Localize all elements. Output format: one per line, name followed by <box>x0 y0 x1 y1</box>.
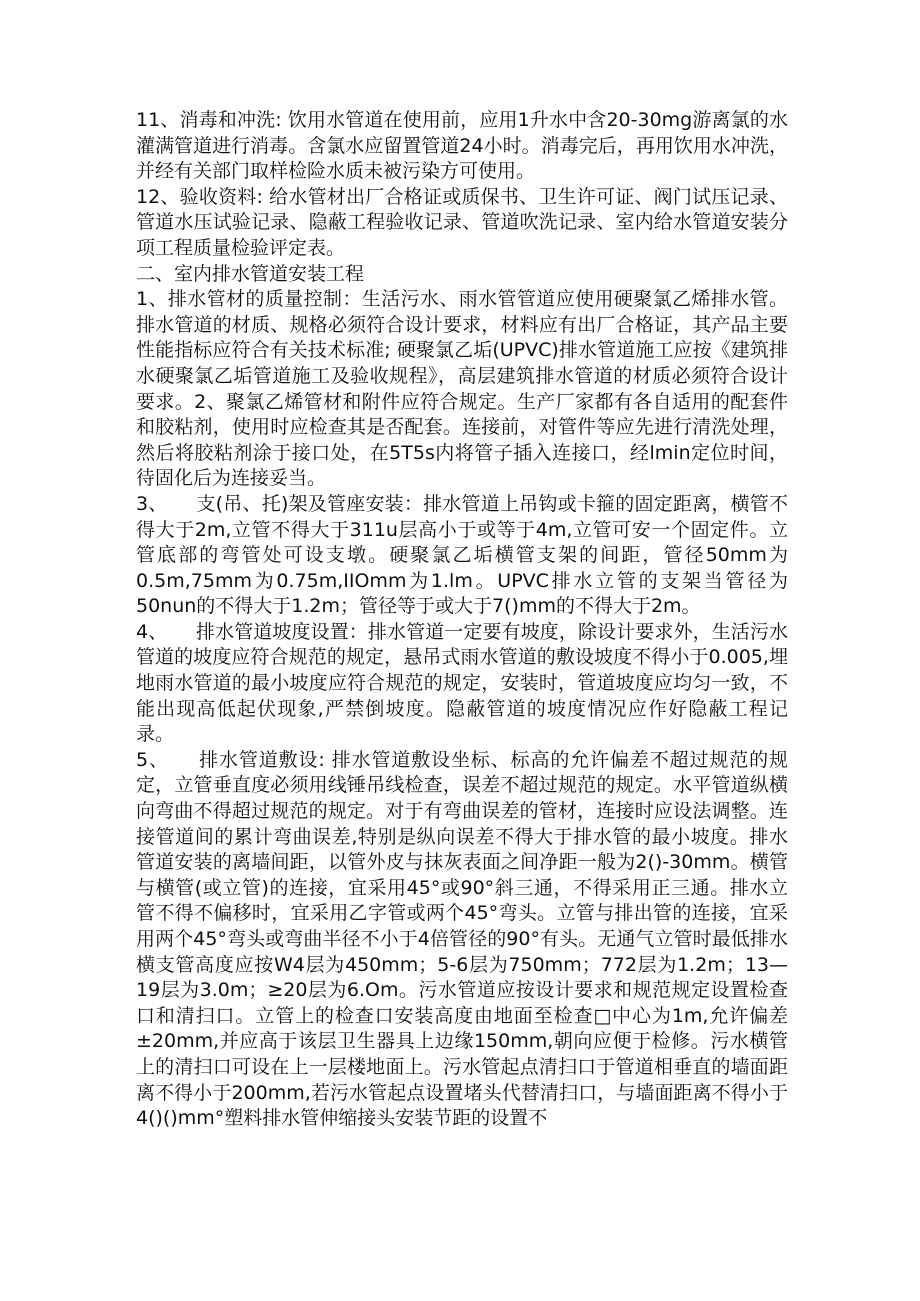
paragraph-pipe-quality: 1、排水管材的质量控制：生活污水、雨水管管道应使用硬聚氯乙烯排水管。排水管道的材质、规格必须符合设计要求，材料应有出厂合格证，其产品主要性能指标应符合有关技术标准; 硬聚氯乙垢(UPVC)排水管道施工应按《建筑排水硬聚氯乙垢管道施工及验收规程》，高层建筑排水管道的材质必须符合设计要求。2、聚氯乙烯管材和附件应符合规定。生产厂家都有各自适用的配套件和胶粘剂，使用时应检查其是否配套。连接前，对管件等应先进行清洗处理，然后将胶粘剂涂于接口处，在5T5s内将管子插入连接口，经lmin定位时间，待固化后为连接妥当。 <box>136 288 788 490</box>
paragraph-slope: 4、 排水管道坡度设置：排水管道一定要有坡度，除设计要求外，生活污水管道的坡度应符合规范的规定，悬吊式雨水管道的敷设坡度不得小于0.005,埋地雨水管道的最小坡度应符合规范的规定，安装时，管道坡度应均匀一致，不能出现高低起伏现象,严禁倒坡度。隐蔽管道的坡度情况应作好隐蔽工程记录。 <box>136 620 788 746</box>
document-body <box>136 108 788 1132</box>
section-heading-drainage: 二、室内排水管道安装工程 <box>136 262 365 285</box>
paragraph-acceptance-records: 12、验收资料: 给水管材出厂合格证或质保书、卫生许可证、阀门试压记录、管道水压试验记录、隐蔽工程验收记录、管道吹洗记录、室内给水管道安装分项工程质量检验评定表。 <box>136 185 788 259</box>
paragraph-disinfection: 11、消毒和冲洗: 饮用水管道在使用前，应用1升水中含20-30mg游离氯的水灌满管道进行消毒。含氯水应留置管道24小时。消毒完后，再用饮用水冲洗，并经有关部门取样检险水质未被污染方可使用。 <box>136 109 788 183</box>
paragraph-laying: 5、 排水管道敷设: 排水管道敷设坐标、标高的允许偏差不超过规范的规定，立管垂直度必须用线锤吊线检查，误差不超过规范的规定。水平管道纵横向弯曲不得超过规范的规定。对于有弯曲误差的管材，连接时应设法调整。连接管道间的累计弯曲误差,特别是纵向误差不得大于排水管的最小坡度。排水管道安装的离墙间距，以管外皮与抹灰表面之间净距一般为2()-30mm。横管与横管(或立管)的连接，宜采用45°或90°斜三通，不得采用正三通。排水立管不得不偏移时，宜采用乙字管或两个45°弯头。立管与排出管的连接，宜采用两个45°弯头或弯曲半径不小于4倍管径的90°有头。无通气立管时最低排水横支管高度应按W4层为450mm；5-6层为750mm；772层为1.2m；13—19层为3.0m；≥20层为6.Om。污水管道应按设计要求和规范规定设置检查口和清扫口。立管上的检查口安装高度由地面至检查□中心为1m,允许偏差±20mm,并应高于该层卫生器具上边缘150mm,朝向应便于检修。污水横管上的清扫口可设在上一层楼地面上。污水管起点清扫口于管道相垂直的墙面距离不得小于200mm,若污水管起点设置堵头代替清扫口，与墙面距离不得小于4()()mm°塑料排水管伸缩接头安装节距的设置不 <box>136 748 788 1130</box>
paragraph-supports: 3、 支(吊、托)架及管座安装：排水管道上吊钩或卡箍的固定距离，横管不得大于2m,立管不得大于311u层高小于或等于4m,立管可安一个固定件。立管底部的弯管处可设支墩。硬聚氯乙垢横管支架的间距，管径50mm为0.5m,75mm为0.75m,IIOmm为1.lm。UPVC排水立管的支架当管径为50nun的不得大于1.2m；管径等于或大于7()mm的不得大于2m。 <box>136 492 788 618</box>
